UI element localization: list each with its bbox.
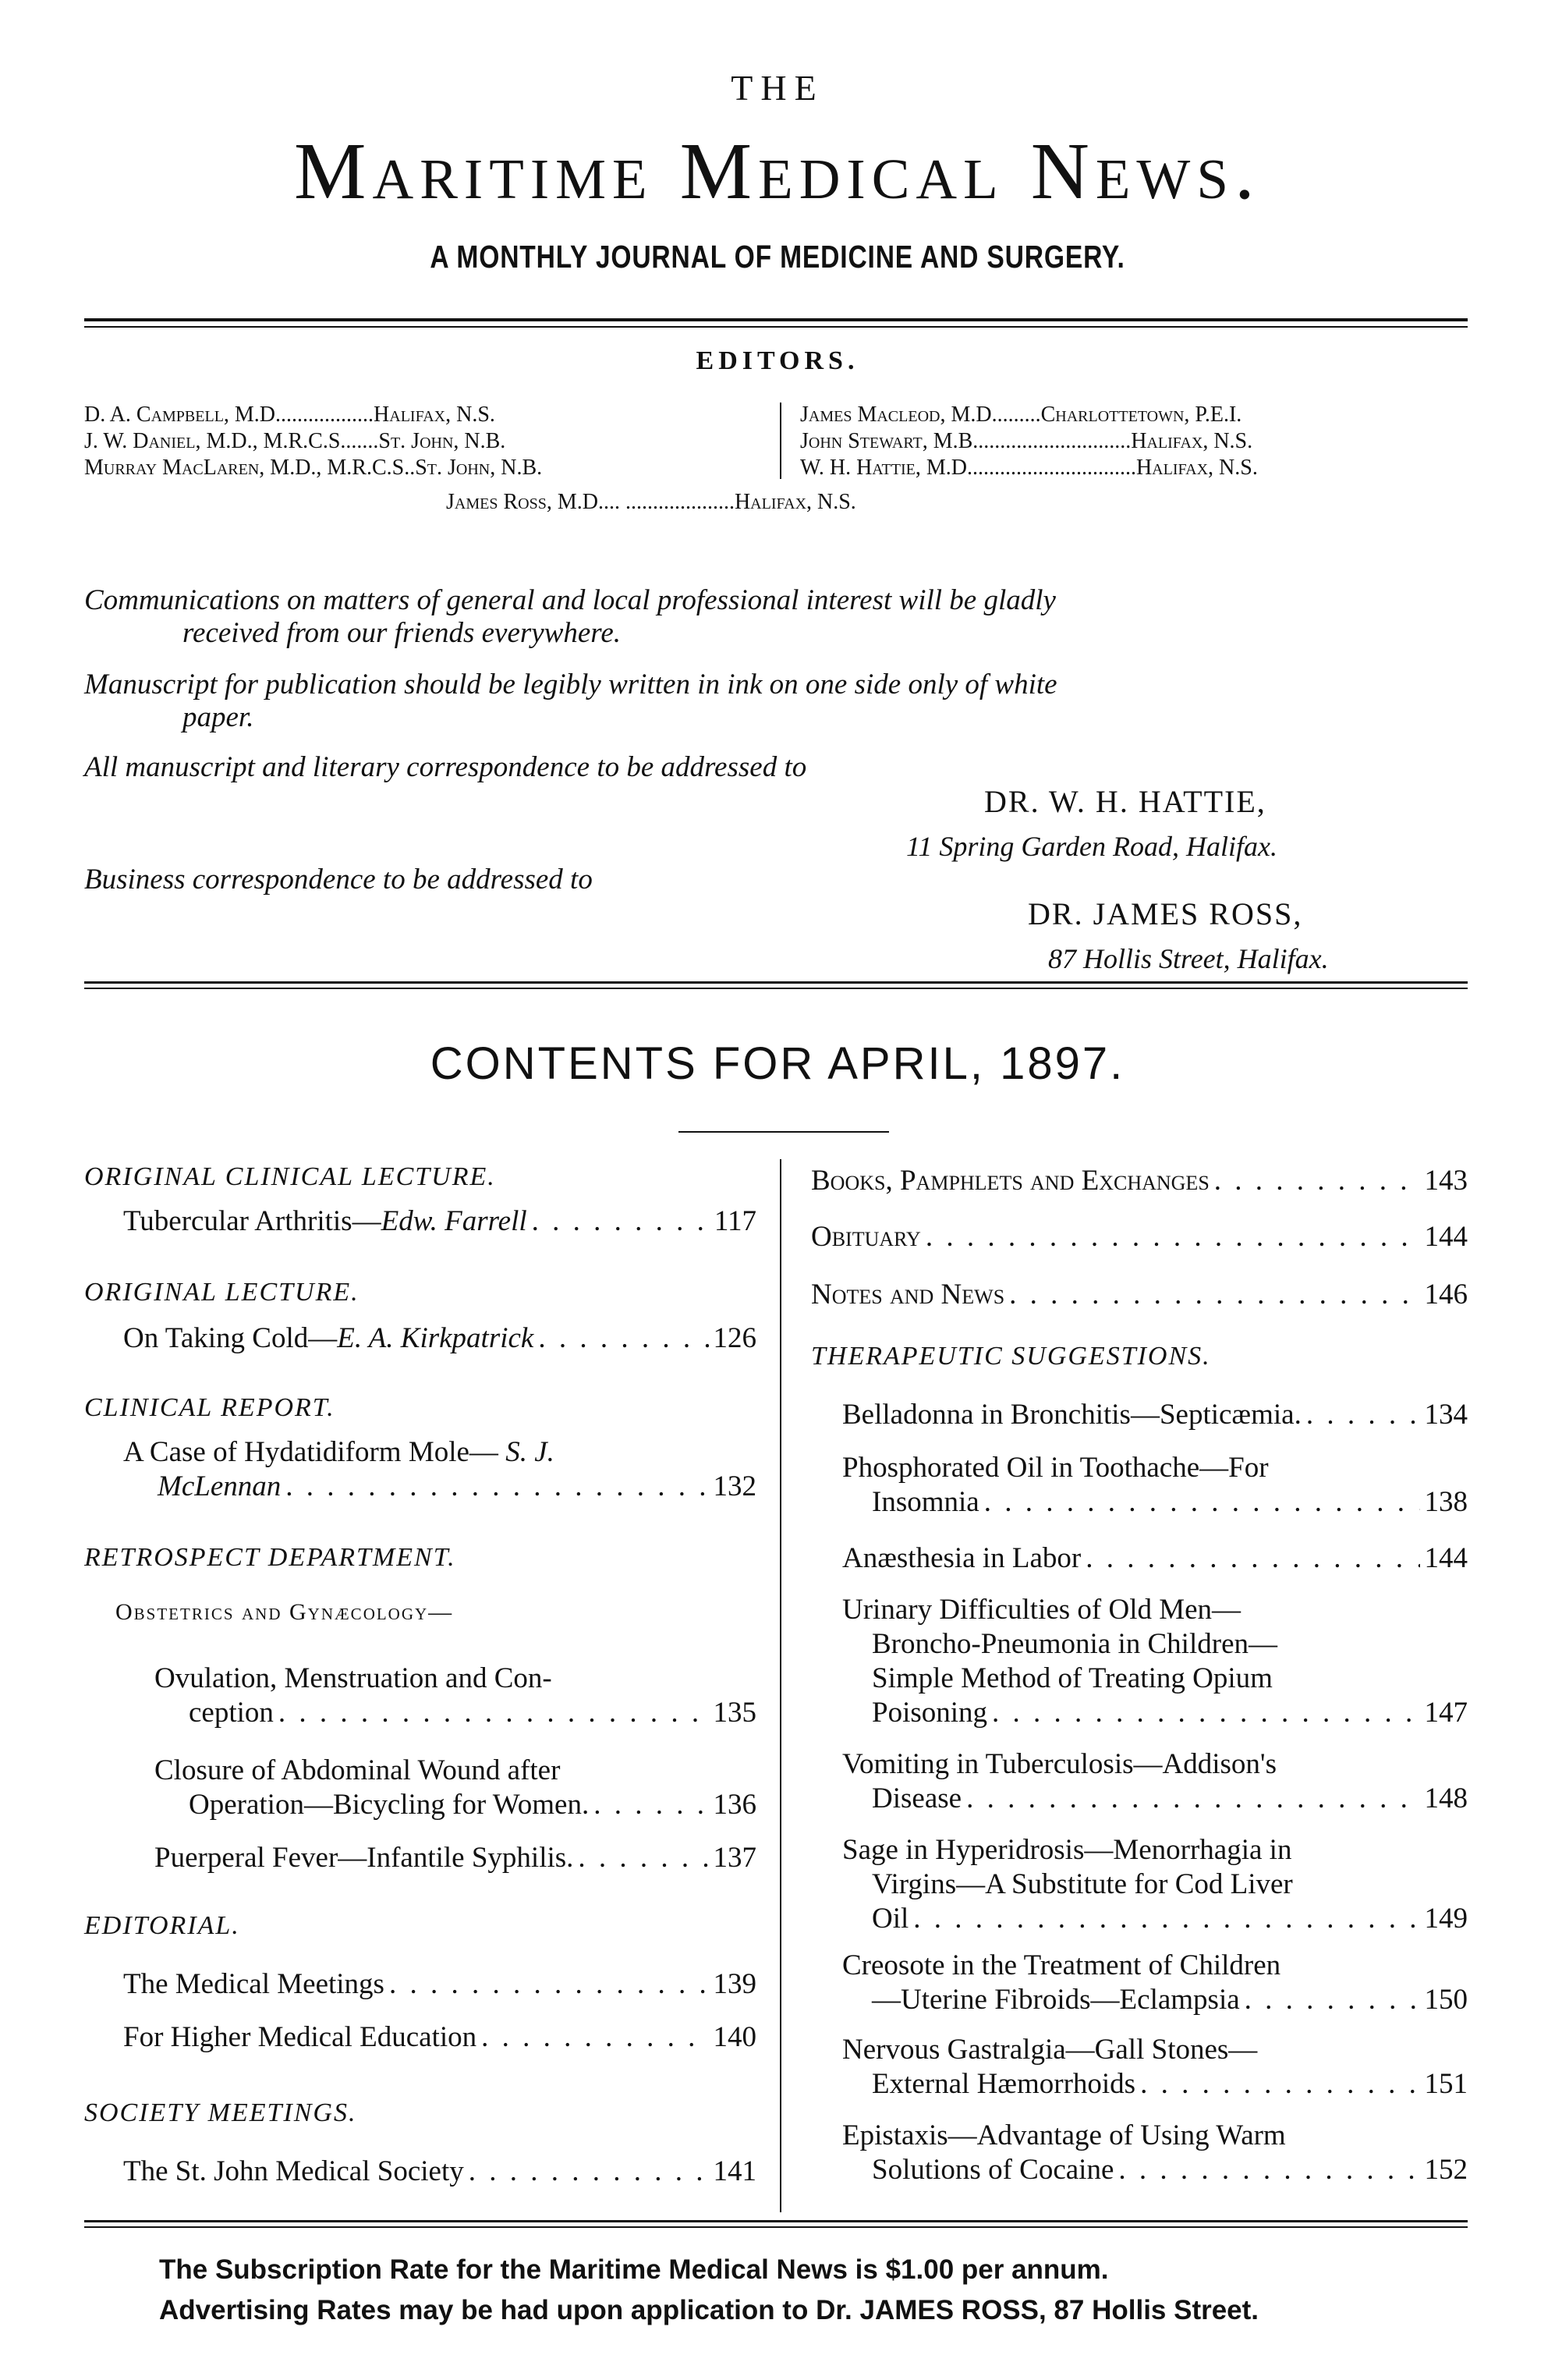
contents-entry: Sage in Hyperidrosis—Menorrhagia in Virgins—A Substitute for Cod Liver Oil . . . 149 bbox=[842, 1833, 1468, 1936]
section-heading: CLINICAL REPORT. bbox=[84, 1393, 335, 1422]
editor-entry: James Macleod, M.D.........Charlottetown, P.E.I. bbox=[800, 403, 1242, 427]
section-heading: ORIGINAL LECTURE. bbox=[84, 1278, 360, 1307]
editor-entry: D. A. Campbell, M.D..................Halifax, N.S. bbox=[84, 403, 495, 427]
contents-entry: Ovulation, Menstruation and Con- ception . . . 135 bbox=[154, 1662, 756, 1730]
editor-entry: J. W. Daniel, M.D., M.R.C.S.......St. John, N.B. bbox=[84, 429, 506, 453]
address-hattie-name: DR. W. H. HATTIE, bbox=[984, 784, 1266, 819]
divider-bottom-thick bbox=[84, 2220, 1468, 2222]
footer-advertising: Advertising Rates may be had upon application to Dr. JAMES ROSS, 87 Hollis Street. bbox=[159, 2295, 1259, 2325]
editor-entry: W. H. Hattie, M.D...............................Halifax, N.S. bbox=[800, 456, 1258, 480]
contents-entry: Books, Pamphlets and Exchanges . . . 143 bbox=[811, 1164, 1468, 1198]
subsection-heading: Obstetrics and Gynæcology— bbox=[115, 1599, 454, 1625]
editors-divider bbox=[780, 403, 781, 479]
divider-top-thin bbox=[84, 326, 1468, 328]
section-heading: EDITORIAL. bbox=[84, 1911, 240, 1940]
divider-bottom-thin bbox=[84, 2226, 1468, 2228]
notice-communications-cont: received from our friends everywhere. bbox=[182, 617, 622, 649]
address-ross-street: 87 Hollis Street, Halifax. bbox=[1048, 943, 1329, 974]
contents-title: CONTENTS FOR APRIL, 1897. bbox=[430, 1038, 1125, 1089]
contents-entry: A Case of Hydatidiform Mole— S. J. McLennan . . . 132 bbox=[123, 1435, 756, 1504]
contents-entry: Notes and News . . . 146 bbox=[811, 1278, 1468, 1312]
contents-entry: Creosote in the Treatment of Children —Uterine Fibroids—Eclampsia . . . 150 bbox=[842, 1949, 1468, 2017]
journal-title: Maritime Medical News. bbox=[294, 126, 1261, 216]
divider-mid-thin bbox=[84, 988, 1468, 989]
editor-entry: John Stewart, M.B.............................Halifax, N.S. bbox=[800, 429, 1253, 453]
contents-entry: For Higher Medical Education . . . 140 bbox=[123, 2020, 756, 2055]
footer-subscription: The Subscription Rate for the Maritime Medical News is $1.00 per annum. bbox=[159, 2254, 1109, 2285]
contents-entry: The Medical Meetings . . . 139 bbox=[123, 1967, 756, 2002]
contents-entry: Nervous Gastralgia—Gall Stones— External Hæmorrhoids . . . 151 bbox=[842, 2033, 1468, 2102]
notice-manuscript-cont: paper. bbox=[182, 701, 254, 733]
divider-mid-thick bbox=[84, 981, 1468, 984]
address-hattie-street: 11 Spring Garden Road, Halifax. bbox=[906, 831, 1277, 862]
contents-entry: On Taking Cold—E. A. Kirkpatrick . . . 126 bbox=[123, 1321, 756, 1356]
editor-entry: Murray MacLaren, M.D., M.R.C.S..St. John, N.B. bbox=[84, 456, 543, 480]
notice-literary: All manuscript and literary correspondence to be addressed to bbox=[84, 751, 807, 783]
section-heading: RETROSPECT DEPARTMENT. bbox=[84, 1543, 456, 1572]
divider-top-thick bbox=[84, 318, 1468, 321]
notice-business: Business correspondence to be addressed to bbox=[84, 864, 593, 896]
contents-entry: Closure of Abdominal Wound after Operation—Bicycling for Women. . . . 136 bbox=[154, 1754, 756, 1822]
contents-column-divider bbox=[780, 1159, 781, 2212]
editors-heading: EDITORS. bbox=[696, 346, 859, 375]
contents-entry: The St. John Medical Society . . . 141 bbox=[123, 2155, 756, 2189]
contents-entry: Puerperal Fever—Infantile Syphilis. . . . 137 bbox=[154, 1841, 756, 1875]
contents-entry: Urinary Difficulties of Old Men— Broncho-Pneumonia in Children— Simple Method of Treating Opium Poisoning . . . 147 bbox=[842, 1593, 1468, 1730]
notice-manuscript: Manuscript for publication should be legibly written in ink on one side only of white bbox=[84, 669, 1057, 701]
section-heading: SOCIETY MEETINGS. bbox=[84, 2098, 357, 2127]
contents-entry: Obituary . . . 144 bbox=[811, 1220, 1468, 1254]
contents-entry: Epistaxis—Advantage of Using Warm Solutions of Cocaine . . . 152 bbox=[842, 2119, 1468, 2187]
contents-entry: Phosphorated Oil in Toothache—For Insomnia . . . 138 bbox=[842, 1451, 1468, 1520]
contents-entry: Belladonna in Bronchitis—Septicæmia. . . . 134 bbox=[842, 1398, 1468, 1432]
masthead-the: THE bbox=[731, 68, 824, 108]
contents-entry: Anæsthesia in Labor . . . 144 bbox=[842, 1541, 1468, 1576]
contents-entry: Vomiting in Tuberculosis—Addison's Disease . . . 148 bbox=[842, 1747, 1468, 1816]
address-ross-name: DR. JAMES ROSS, bbox=[1028, 896, 1303, 931]
editor-entry: James Ross, M.D.... ....................Halifax, N.S. bbox=[446, 490, 856, 514]
contents-entry: Tubercular Arthritis—Edw. Farrell . . . 117 bbox=[123, 1204, 756, 1239]
notice-communications: Communications on matters of general and local professional interest will be gladly bbox=[84, 584, 1056, 616]
section-heading: THERAPEUTIC SUGGESTIONS. bbox=[811, 1342, 1211, 1371]
contents-title-rule bbox=[678, 1131, 889, 1133]
journal-subtitle: A MONTHLY JOURNAL OF MEDICINE AND SURGERY. bbox=[430, 239, 1125, 275]
section-heading: ORIGINAL CLINICAL LECTURE. bbox=[84, 1162, 496, 1191]
